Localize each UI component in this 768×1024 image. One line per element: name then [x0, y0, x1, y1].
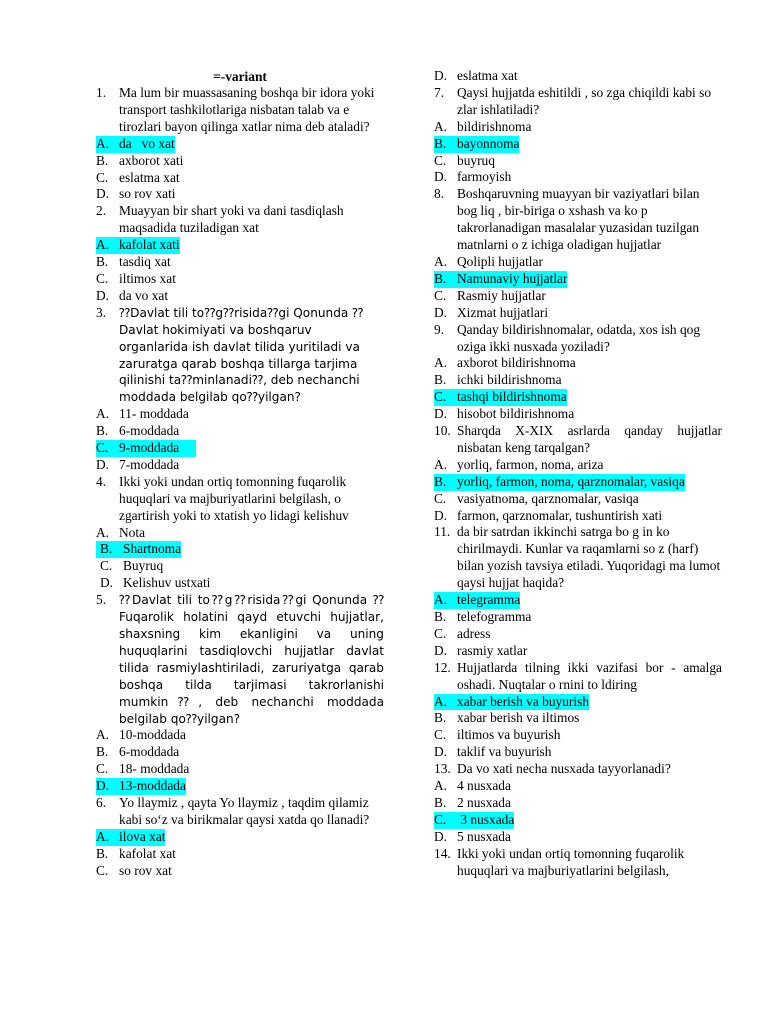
answer-option-correct [96, 829, 384, 846]
correct-answer-highlight [96, 440, 196, 457]
option-label: C. [96, 761, 109, 777]
question [96, 592, 384, 727]
question-text: Muayyan bir shart yoki va dani tasdiqlash maqsadida tuziladigan xat [119, 203, 344, 236]
option-text: eslatma xat [457, 68, 518, 83]
option-label: A. [434, 253, 448, 269]
answer-option [434, 829, 722, 846]
answer-option-correct [434, 474, 722, 491]
question-text: Qanday bildirishnomalar, odatda, xos ish qog oziga ikki nusxada yoziladi? [457, 321, 701, 354]
correct-answer-highlight [96, 136, 175, 153]
option-text: bildirishnoma [457, 118, 532, 134]
answer-option [96, 525, 384, 542]
answer-option-correct [434, 136, 722, 153]
answer-option-correct [434, 389, 722, 406]
question [434, 846, 722, 880]
option-label: B. [96, 152, 109, 168]
option-text: kafolat xati [119, 237, 180, 253]
answer-option [434, 609, 722, 626]
option-text: 6-moddada [119, 744, 180, 760]
answer-option [96, 153, 384, 170]
answer-option [96, 423, 384, 440]
option-label: A. [434, 592, 448, 608]
option-text: 5 nusxada [457, 828, 511, 844]
answer-option [434, 169, 722, 186]
option-text: Buyruq [123, 558, 164, 574]
option-text: xabar berish va buyurish [457, 693, 590, 709]
question [96, 85, 384, 136]
option-label: C. [96, 440, 109, 456]
question-number: 6. [96, 795, 107, 811]
option-text: taklif va buyurish [457, 744, 552, 760]
answer-option [434, 795, 722, 812]
answer-option-correct [96, 440, 384, 457]
option-text: yorliq, farmon, noma, qarznomalar, vasiqa [457, 473, 685, 489]
question-number: 4. [96, 473, 107, 489]
option-label: D. [96, 778, 110, 794]
option-text: xabar berish va iltimos [457, 710, 580, 726]
option-text: Kelishuv ustxati [123, 575, 211, 591]
correct-answer-highlight [96, 778, 186, 795]
answer-option-correct [434, 592, 722, 609]
option-text: ichki bildirishnoma [457, 372, 562, 388]
question-number: 11. [434, 524, 451, 540]
answer-option [434, 626, 722, 643]
question-text: Boshqaruvning muayyan bir vaziyatlari bilan bog liq , bir-biriga o xshash va ko p takrorlanadigan masalalar yuzasidan tuzilgan matnlarni o z ichiga oladigan hujjatlar [457, 186, 700, 253]
answer-option [434, 406, 722, 423]
question [434, 85, 722, 119]
question-number: 8. [434, 186, 445, 202]
option-label: A. [96, 727, 110, 743]
answer-option [96, 457, 384, 474]
option-text: Xizmat hujjatlari [457, 304, 549, 320]
option-text: 9-moddada [119, 440, 196, 456]
option-label: A. [96, 524, 110, 540]
option-label: B. [96, 423, 109, 439]
option-text: telegramma [457, 592, 521, 608]
option-label: A. [434, 778, 448, 794]
answer-option [96, 575, 384, 592]
option-text: ilova xat [119, 828, 166, 844]
answer-option [96, 406, 384, 423]
answer-option [434, 457, 722, 474]
option-label: C. [434, 287, 447, 303]
option-label: A. [434, 693, 448, 709]
answer-option [434, 305, 722, 322]
option-label: A. [434, 118, 448, 134]
answer-option-correct [96, 778, 384, 795]
question [434, 423, 722, 457]
option-label: A. [96, 828, 110, 844]
correct-answer-highlight [434, 592, 520, 609]
option-text: so rov xat [119, 862, 172, 878]
option-text: vasiyatnoma, qarznomalar, vasiqa [457, 490, 639, 506]
answer-option [96, 288, 384, 305]
option-text: telefogramma [457, 609, 532, 624]
option-text: buyruq [457, 152, 495, 168]
answer-option [96, 558, 384, 575]
option-label: A. [434, 456, 448, 472]
answer-option [434, 288, 722, 305]
answer-option-correct [96, 136, 384, 153]
answer-option [434, 68, 722, 85]
option-text: eslatma xat [119, 169, 180, 185]
option-label: D. [434, 169, 448, 185]
option-text: da vo xat [119, 135, 175, 151]
option-label: D. [96, 287, 110, 303]
option-label: D. [434, 304, 448, 320]
option-label: C. [434, 727, 447, 743]
option-text: 2 nusxada [457, 794, 511, 810]
question-number: 7. [434, 84, 445, 100]
answer-option [434, 744, 722, 761]
correct-answer-highlight [96, 237, 180, 254]
option-label: D. [96, 456, 110, 472]
answer-option [434, 778, 722, 795]
answer-option-correct [96, 237, 384, 254]
option-text: Namunaviy hujjatlar [457, 270, 568, 286]
option-label: A. [96, 237, 110, 253]
question-text: Sharqda X-XIX asrlarda qanday hujjatlar nisbatan keng tarqalgan? [457, 423, 722, 455]
option-text: adress [457, 625, 491, 641]
option-text: 7-moddada [119, 456, 180, 472]
question-text: ⁇Davlat tili to⁇g⁇risida⁇gi Qonunda ⁇Davlat hokimiyati va boshqaruv organlarida ish davlat tilida yuritiladi va zaruratga qarab boshqa tillarga tarjima qilinishi ta⁇minlanadi⁇, deb nechanchi moddada belgilab qo⁇yilgan? [119, 305, 364, 405]
answer-option [434, 643, 722, 660]
answer-option [96, 254, 384, 271]
option-label: D. [434, 642, 448, 658]
question-number: 13. [434, 761, 451, 777]
option-text: axborot xati [119, 152, 184, 168]
option-text: farmon, qarznomalar, tushuntirish xati [457, 507, 663, 523]
option-label: B. [434, 372, 447, 388]
question [434, 660, 722, 694]
answer-option [96, 846, 384, 863]
option-label: D. [434, 828, 448, 844]
question-text: Da vo xati necha nusxada tayyorlanadi? [457, 761, 671, 777]
option-label: B. [434, 710, 447, 726]
question-text: Ikki yoki undan ortiq tomonning fuqarolik huquqlari va majburiyatlarini belgilash, [457, 845, 685, 878]
option-text: axborot bildirishnoma [457, 355, 576, 371]
question-text: Qaysi hujjatda eshitildi , so zga chiqildi kabi so zlar ishlatiladi? [457, 84, 712, 117]
option-label: D. [100, 575, 114, 591]
option-text: kafolat xat [119, 845, 176, 861]
option-label: C. [96, 270, 109, 286]
option-text: farmoyish [457, 169, 512, 185]
right-column [434, 68, 722, 880]
correct-answer-highlight [434, 271, 567, 288]
answer-option [434, 153, 722, 170]
option-label: C. [96, 169, 109, 185]
correct-answer-highlight [434, 474, 685, 491]
correct-answer-highlight [434, 812, 514, 829]
option-label: B. [96, 744, 109, 760]
question-number: 9. [434, 321, 445, 337]
option-label: B. [434, 473, 447, 489]
question [96, 305, 384, 406]
answer-option-correct [434, 812, 722, 829]
option-text: Nota [119, 524, 146, 540]
option-label: A. [96, 135, 110, 151]
answer-option [96, 170, 384, 187]
option-text: tasdiq xat [119, 254, 171, 270]
question [434, 761, 722, 778]
option-label: C. [434, 152, 447, 168]
option-label: D. [434, 68, 448, 83]
answer-option [96, 271, 384, 288]
correct-answer-highlight [96, 541, 181, 558]
answer-option-correct [434, 694, 722, 711]
question-text: Ikki yoki undan ortiq tomonning fuqarolik huquqlari va majburiyatlarini belgilash, o zgartirish yoki to xtatish yo lidagi kelishuv [119, 473, 349, 523]
option-label: B. [434, 270, 447, 286]
answer-option [434, 119, 722, 136]
question [96, 203, 384, 237]
option-label: B. [96, 845, 109, 861]
option-label: B. [434, 135, 447, 151]
option-label: B. [96, 254, 109, 270]
option-text: iltimos xat [119, 270, 176, 286]
question-number: 12. [434, 659, 451, 675]
question-text: Hujjatlarda tilning ikki vazifasi bor - amalga oshadi. Nuqtalar o rnini to ldiring [457, 659, 722, 692]
option-text: bayonnoma [457, 135, 520, 151]
answer-option [434, 254, 722, 271]
option-label: C. [434, 389, 447, 405]
question [434, 186, 722, 254]
answer-option [434, 491, 722, 508]
option-text: 13-moddada [119, 778, 186, 794]
question-text: ⁇Davlat tili to⁇g⁇risida⁇gi Qonunda ⁇Fuqarolik holatini qayd etuvchi hujjatlar, shaxsning kim ekanligini va uning huquqlarini tasdiqlovchi hujjatlar davlat tilida rasmiylashtiriladi, zaruriyatga qarab boshqa tilda tarjimasi takrorlanishi mumkin⁇, deb nechanchi moddada belgilab qo⁇yilgan? [119, 593, 384, 726]
option-text: Qolipli hujjatlar [457, 253, 543, 269]
question [434, 524, 722, 592]
answer-option [434, 355, 722, 372]
question [434, 322, 722, 356]
option-text: rasmiy xatlar [457, 642, 528, 658]
option-text: yorliq, farmon, noma, ariza [457, 456, 604, 472]
option-text: so rov xati [119, 186, 176, 202]
option-text: 10-moddada [119, 727, 186, 743]
question-number: 10. [434, 423, 451, 439]
option-text: tashqi bildirishnoma [457, 389, 567, 405]
left-column [96, 68, 384, 880]
answer-option-correct [96, 541, 384, 558]
option-label: A. [96, 406, 110, 422]
question-text: da bir satrdan ikkinchi satrga bo g in ko chirilmaydi. Kunlar va raqamlarni so z (harf) bilan yozish tavsiya etiladi. Yuqoridagi ma lumot qaysi hujjat haqida? [457, 524, 721, 591]
question-number: 14. [434, 845, 451, 861]
option-label: C. [100, 558, 113, 574]
answer-option [96, 761, 384, 778]
option-text: Rasmiy hujjatlar [457, 287, 546, 303]
correct-answer-highlight [434, 136, 519, 153]
option-label: D. [434, 744, 448, 760]
question-text: Ma lum bir muassasaning boshqa bir idora yoki transport tashkilotlariga nisbatan talab va e tirozlari bayon qilinga xatlar nima deb ataladi? [119, 85, 375, 134]
option-text: iltimos va buyurish [457, 727, 561, 743]
answer-option-correct [434, 271, 722, 288]
question-number: 5. [96, 592, 107, 608]
question [96, 795, 384, 829]
option-label: C. [434, 811, 447, 827]
option-text: 11- moddada [119, 406, 189, 422]
option-text: Shartnoma [123, 541, 182, 557]
answer-option [96, 744, 384, 761]
variant-title: =-variant [213, 69, 267, 84]
question-number: 2. [96, 203, 107, 219]
answer-option [434, 727, 722, 744]
correct-answer-highlight [434, 694, 589, 711]
option-label: D. [96, 186, 110, 202]
option-label: C. [96, 862, 109, 878]
option-label: D. [434, 406, 448, 422]
option-label: B. [434, 794, 447, 810]
answer-option [96, 863, 384, 880]
option-label: B. [434, 609, 447, 624]
answer-option [96, 186, 384, 203]
option-text: 6-moddada [119, 423, 180, 439]
question-text: Yo llaymiz , qayta Yo llaymiz , taqdim qilamiz kabi so‘z va birikmalar qaysi xatda qo llanadi? [119, 795, 370, 827]
correct-answer-highlight [434, 389, 567, 406]
option-text: 3 nusxada [457, 811, 515, 827]
question-number: 1. [96, 85, 107, 100]
option-text: hisobot bildirishnoma [457, 406, 575, 422]
option-label: C. [434, 625, 447, 641]
option-label: C. [434, 490, 447, 506]
option-label: B. [100, 541, 113, 557]
answer-option [434, 508, 722, 525]
question-number: 3. [96, 304, 107, 320]
option-label: D. [434, 507, 448, 523]
answer-option [434, 710, 722, 727]
option-text: 4 nusxada [457, 778, 511, 794]
answer-option [434, 372, 722, 389]
answer-option [96, 727, 384, 744]
correct-answer-highlight [96, 829, 165, 846]
option-text: da vo xat [119, 287, 169, 303]
option-text: 18- moddada [119, 761, 190, 777]
option-label: A. [434, 355, 448, 371]
question [96, 474, 384, 525]
